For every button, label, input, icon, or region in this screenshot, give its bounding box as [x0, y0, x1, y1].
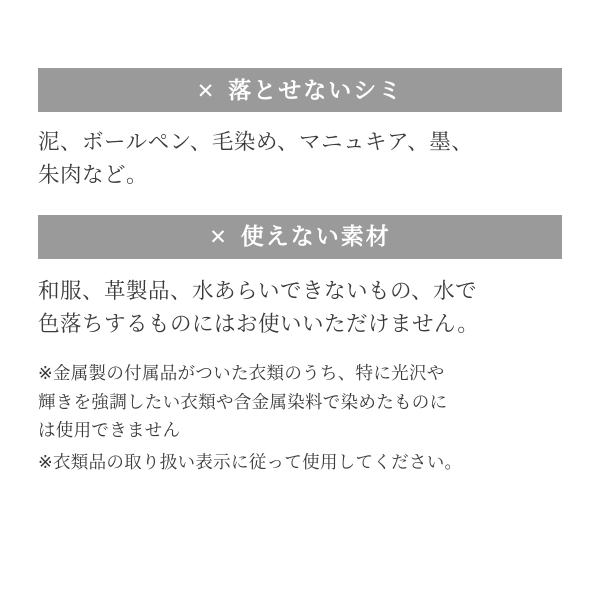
body-line: 泥、ボールペン、毛染め、マニュキア、墨、 [38, 130, 474, 154]
note-line: ※衣類品の取り扱い表示に従って使用してください。 [38, 452, 463, 473]
note-line: は使用できません [38, 419, 181, 440]
section-body-stains [38, 126, 562, 193]
body-line: 色落ちするものにはお使いいただけません。 [38, 311, 480, 336]
x-mark-icon: ✕ [209, 226, 229, 250]
body-line: 和服、革製品、水あらいできないもの、水で [38, 278, 478, 303]
note-line: ※金属製の付属品がついた衣類のうち、特に光沢や [38, 363, 445, 384]
section-body-materials [38, 275, 562, 342]
top-spacer [38, 0, 562, 68]
section-title: 使えない素材 [240, 223, 391, 250]
section-title: 落とせないシミ [228, 76, 404, 103]
body-line: 朱肉など。 [38, 163, 149, 188]
section-header-materials [38, 215, 562, 259]
section-gap [38, 193, 562, 215]
note-metal-parts [38, 359, 562, 444]
x-mark-icon: ✕ [196, 79, 217, 103]
note-line: 輝きを強調したい衣類や含金属染料で染めたものに [38, 391, 448, 412]
note-care-label [38, 448, 562, 476]
section-header-stains [38, 68, 562, 112]
